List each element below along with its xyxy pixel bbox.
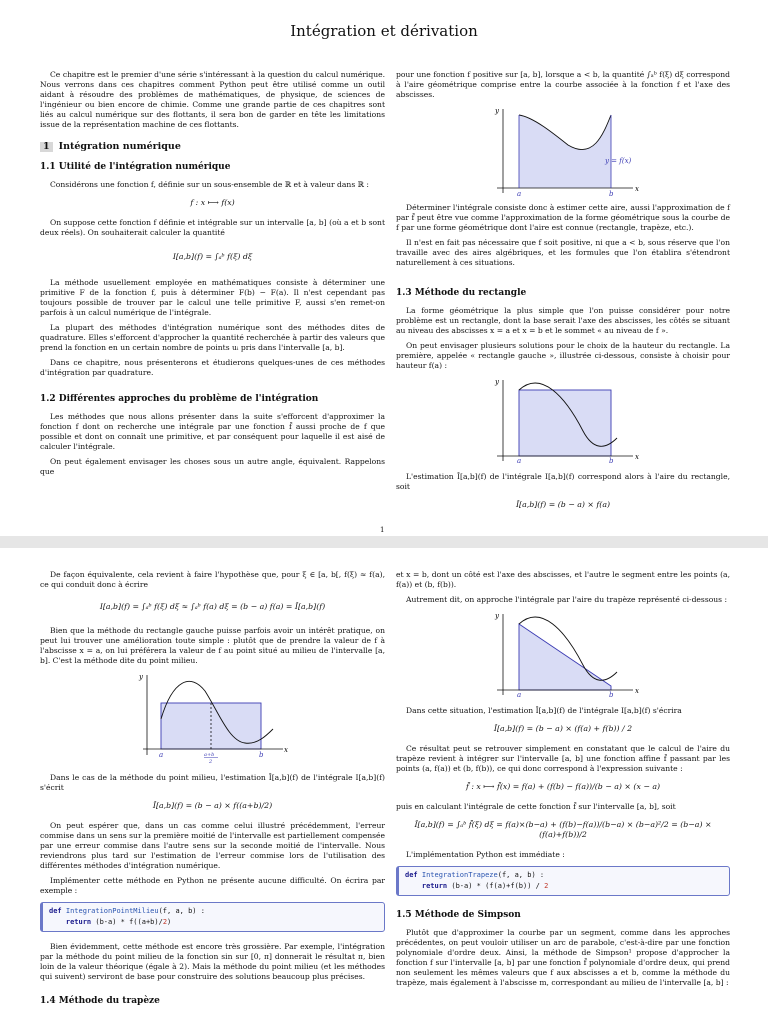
equation-integral: I[a,b](f) = ∫ₐᵇ f(ξ) dξ [172,252,253,261]
axis-x-label: x [635,185,639,193]
paragraph: Déterminer l'intégrale consiste donc à estimer cette aire, aussi l'approximation de f par f̄ peut être vue comme l'approximation de la forme géométrique sous la courbe de f par une forme géométrique dont l'aire est connue (rectangle, trapèze, etc.). [396,203,730,232]
section-number: 1 [40,142,53,152]
shaded-area [519,115,611,188]
tick-a: a [517,190,522,197]
code-block-trapeze [396,866,730,896]
subsection-1-5-heading: 1.5 Méthode de Simpson [396,910,521,920]
paragraph: Plutôt que d'approximer la courbe par un segment, comme dans les approches précédentes, on peut vouloir utiliser un arc de parabole, c'est-à-dire par une fonction polynomiale d'ordre deux. Ainsi, la méthode de Simpson¹ propose d'approcher la fonction f sur l'intervalle [a, b] par une fonction f̄ polynomiale d'ordre deux, qui prend non seulement les mêmes valeurs que f aux abscisses a et b, comme la méthode du trapèze, mais également à l'abscisse m, correspondant au milieu de l'intervalle [a, b] : [396,928,730,987]
paragraph: On suppose cette fonction f définie et intégrable sur un intervalle [a, b] (où a et b sont deux réels). On souhaiterait calculer la quantité [40,218,385,237]
code-function-name: IntegrationTrapeze [421,871,498,879]
tick-a: a [158,751,163,759]
paragraph: Considérons une fonction f, définie sur un sous-ensemble de ℝ et à valeur dans ℝ : [50,180,369,189]
paragraph: Dans ce chapitre, nous présenterons et étudierons quelques-unes de ces méthodes d'intégration par quadrature. [40,358,385,377]
page1-right-column [396,70,730,520]
paragraph: et x = b, dont un côté est l'axe des abscisses, et l'autre le segment entre les points (a, f(a)) et (b, f(b)). [396,570,730,589]
midpoint-figure [133,671,293,767]
code-block-point-milieu [40,902,385,932]
page2-left-column [40,570,385,1014]
code-expression: (b-a) * f((a+b)/ [91,918,163,926]
paragraph: Bien évidemment, cette méthode est encore très grossière. Par exemple, l'intégration par la méthode du point milieu de la fonction sin sur [0, π] donnerait le résultat π, bien loin de la valeur théorique (égale à 2). Mais la méthode du point milieu (et les méthodes qui suivent) serviront de base pour construire des solutions beaucoup plus précises. [40,942,385,981]
curve-label: y = f(x) [605,157,632,165]
paragraph: L'implémentation Python est immédiate : [406,850,565,859]
paragraph: On peut espérer que, dans un cas comme celui illustré précédemment, l'erreur commise dans un sens sur la première moitié de l'intervalle est partiellement compensée par une erreur commise dans l'autre sens sur la seconde moitié de l'intervalle. Nous reviendrons plus tard sur l'estimation de l'erreur commise lors de l'utilisation des différentes méthodes d'intégration numérique. [40,821,385,870]
code-expression: (b-a) * (f(a)+f(b)) / [447,882,545,890]
paragraph: Il n'est en fait pas nécessaire que f soit positive, ni que a < b, sous réserve que l'on travaille avec des aires algébriques, et les formules que l'on établira s'étendront naturellement à ces situations. [396,238,730,267]
subsection-1-3-heading: 1.3 Méthode du rectangle [396,288,527,298]
axis-y-label: y [138,673,143,681]
paragraph: Ce résultat peut se retrouver simplement en constatant que le calcul de l'aire du trapèze revient à intégrer sur l'intervalle [a, b] une fonction affine f̄ passant par les points (a, f(a)) et (b, f(b)), ce qui donc correspond à l'expression suivante : [396,744,730,773]
code-keyword: def [49,907,62,915]
equation-trapeze: Î[a,b](f) = (b − a) × (f(a) + f(b)) / 2 [493,724,633,733]
intro-paragraph: Ce chapitre est le premier d'une série s'intéressant à la question du calcul numérique. Nous verrons dans ces chapitres comment Python peut être utilisé comme un outil aidant à résoudre des problèmes de mathématiques, de physique, de sciences de l'ingénieur ou bien encore de chimie. Comme une grande partie de ces chapitres sont liés au calcul numérique sur des flottants, il sera bon de garder en tête les limitations issue de la représentation machine de ces flottants. [40,70,385,129]
tick-midpoint-denominator: 2 [208,759,212,765]
paragraph: Dans le cas de la méthode du point milieu, l'estimation Î[a,b](f) de l'intégrale I[a,b](f) s'écrit [40,773,385,792]
axis-x-label: x [283,746,288,754]
section-1-heading [40,142,385,152]
paragraph: La forme géométrique la plus simple que l'on puisse considérer pour notre problème est un rectangle, dont la base serait l'axe des abscisses, les côtés se situant au niveau des abscisses x = a et x = b et le sommet « au niveau de f ». [396,306,730,335]
subsection-1-1-heading: 1.1 Utilité de l'intégration numérique [40,162,231,172]
page-separator [0,536,768,548]
page1-left-column [40,70,385,482]
equation-f: f : x ⟼ f(x) [190,198,235,207]
left-rectangle-figure [483,376,643,464]
equation-rectangle: Î[a,b](f) = (b − a) × f(a) [515,500,611,509]
page-title: Intégration et dérivation [290,22,478,40]
code-function-name: IntegrationPointMilieu [65,907,159,915]
page-number: 1 [380,526,385,534]
paragraph: On peut envisager plusieurs solutions pour le choix de la hauteur du rectangle. La première, appelée « rectangle gauche », illustrée ci-dessous, consiste à choisir pour hauteur f(a) : [396,341,730,370]
equation-affine: f̄ : x ⟼ f̄(x) = f(a) + (f(b) − f(a))/(b − a) × (x − a) [465,782,661,791]
paragraph: On peut également envisager les choses sous un autre angle, équivalent. Rappelons que [40,457,385,476]
paragraph: Les méthodes que nous allons présenter dans la suite s'efforcent d'approximer la fonction f dont on recherche une intégrale par une fonction f̄ aussi proche de f que possible et dont on connaît une primitive, et par conséquent pour laquelle il est aisé de calculer l'intégrale. [40,412,385,451]
paragraph: La plupart des méthodes d'intégration numérique sont des méthodes dites de quadrature. Elles s'efforcent d'approcher la quantité recherchée à partir des valeurs que prend la fonction en un certain nombre de points uᵢ pris dans l'intervalle [a, b]. [40,323,385,352]
tick-b: b [609,691,614,699]
code-args: (f, a, b) : [497,871,545,879]
subsection-1-2-heading: 1.2 Différentes approches du problème de l'intégration [40,394,319,404]
tick-a: a [517,691,522,699]
page-2 [0,548,768,1024]
axis-y-label: y [495,378,499,386]
axis-y-label: y [495,107,499,115]
code-end: ) [167,918,172,926]
area-under-curve-figure [483,105,643,197]
axis-x-label: x [635,453,639,461]
tick-b: b [258,751,263,759]
tick-b: b [609,190,614,197]
code-args: (f, a, b) : [158,907,205,915]
paragraph: Bien que la méthode du rectangle gauche puisse parfois avoir un intérêt pratique, on peut lui trouver une amélioration toute simple : plutôt que de prendre la valeur de f à l'abscisse x = a, on lui préférera la valeur de f au point situé au milieu de l'intervalle [a, b]. C'est la méthode dite du point milieu. [40,626,385,665]
axis-x-label: x [635,687,639,695]
paragraph: L'estimation Î[a,b](f) de l'intégrale I[a,b](f) correspond alors à l'aire du rectangle, soit [396,472,730,491]
equation-integral-affine: Î[a,b](f) = ∫ₐᵇ f̄(ξ) dξ = f(a)×(b−a) + (f(b)−f(a))/(b−a) × (b−a)²/2 = (b−a) × (f(a)+f(b))/2 [414,820,712,839]
trapezoid-figure [483,610,643,700]
code-keyword: def [405,871,418,879]
paragraph: pour une fonction f positive sur [a, b], lorsque a < b, la quantité ∫ₐᵇ f(ξ) dξ correspond à l'aire géométrique comprise entre la courbe associée à la fonction f et l'axe des abscisses. [396,70,730,99]
code-keyword: return [65,918,92,926]
tick-b: b [609,457,614,464]
paragraph: puis en calculant l'intégrale de cette fonction f̄ sur l'intervalle [a, b], soit [396,802,676,811]
paragraph: La méthode usuellement employée en mathématiques consiste à déterminer une primitive F de la fonction f, puis à déterminer F(b) − F(a). Il n'est cependant pas toujours possible de trouver par le calcul une telle primitive F, aussi s'en remet-on parfois à un calcul numérique de l'intégrale. [40,278,385,317]
paragraph: Implémenter cette méthode en Python ne présente aucune difficulté. On écrira par exemple : [40,876,385,895]
page2-right-column [396,570,730,993]
rectangle [161,703,261,749]
equation-equiv: I[a,b](f) = ∫ₐᵇ f(ξ) dξ ≈ ∫ₐᵇ f(a) dξ = (b − a) f(a) = Î[a,b](f) [99,602,326,611]
equation-midpoint: Î[a,b](f) = (b − a) × f((a+b)/2) [152,801,273,810]
subsection-1-4-heading: 1.4 Méthode du trapèze [40,996,160,1006]
tick-a: a [517,457,522,464]
paragraph: Dans cette situation, l'estimation Î[a,b](f) de l'intégrale I[a,b](f) s'écrira [406,706,682,715]
tick-midpoint-numerator: a+b [203,752,214,758]
code-number: 2 [544,882,549,890]
section-title: Intégration numérique [58,141,181,152]
axis-y-label: y [495,612,499,620]
code-keyword: return [421,882,448,890]
code-number: 2 [162,918,168,926]
paragraph: De façon équivalente, cela revient à faire l'hypothèse que, pour ξ ∈ [a, b[, f(ξ) ≈ f(a), ce qui conduit donc à écrire [40,570,385,589]
paragraph: Autrement dit, on approche l'intégrale par l'aire du trapèze représenté ci-dessous : [406,595,728,604]
